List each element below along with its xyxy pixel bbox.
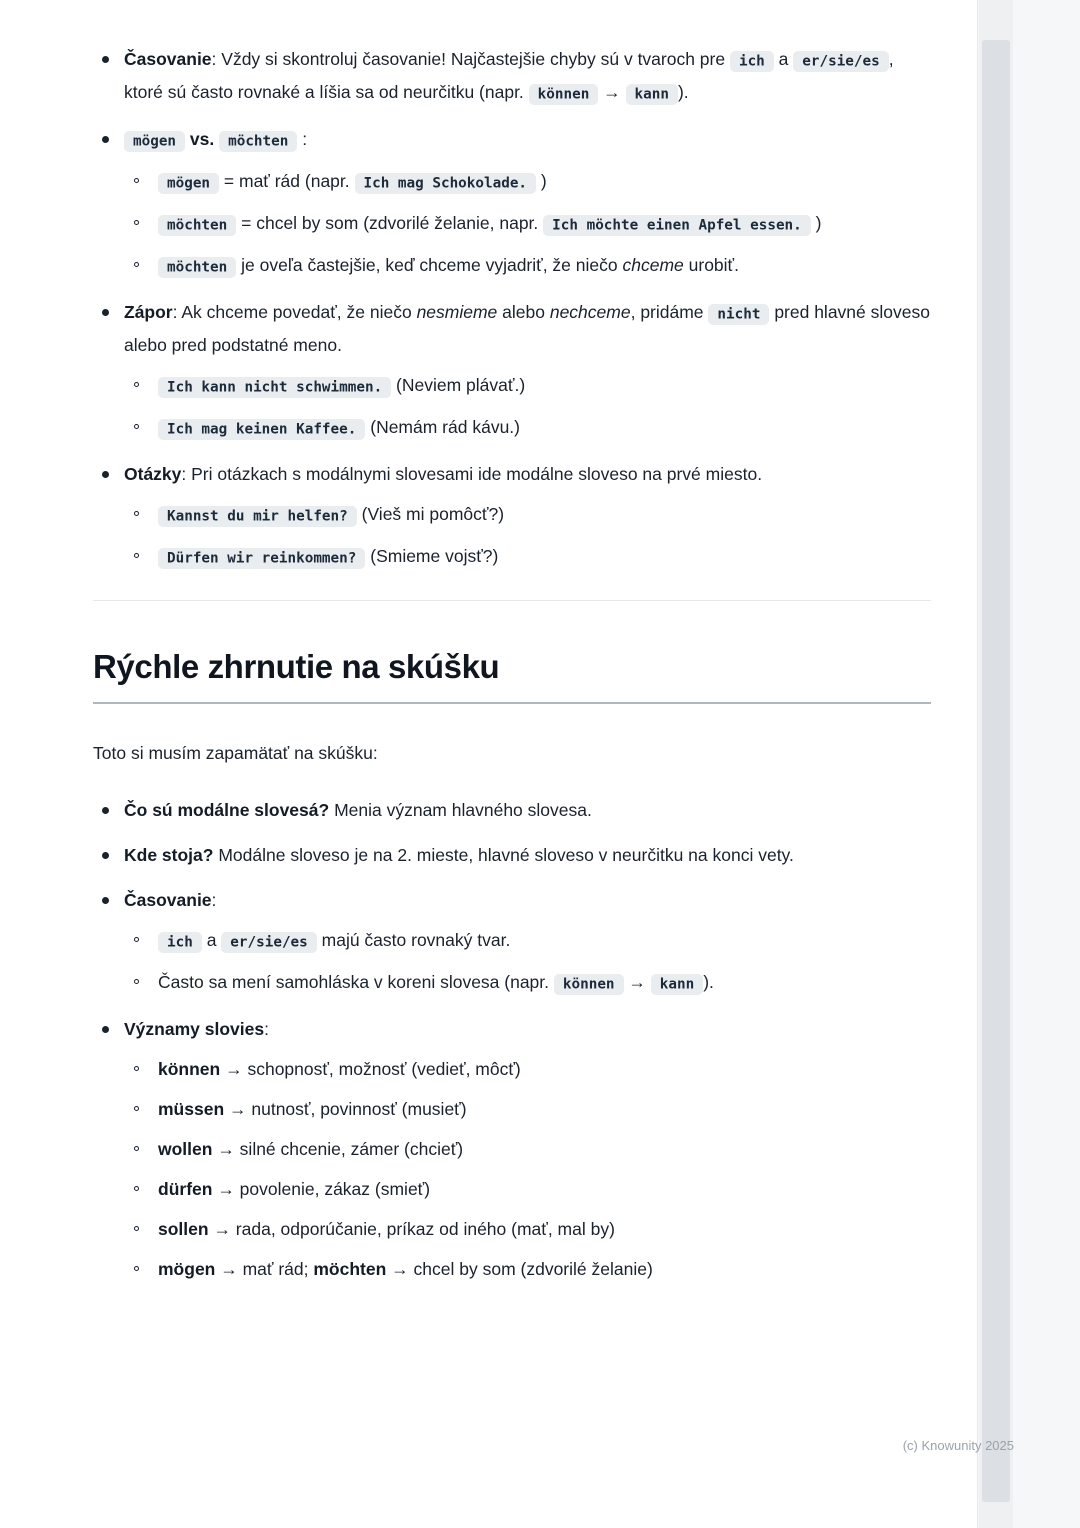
text-run: → chcel by som (zdvorilé želanie) bbox=[386, 1259, 653, 1279]
code-chip: Ich kann nicht schwimmen. bbox=[158, 377, 391, 398]
disc-bullet-icon bbox=[102, 897, 109, 904]
text-run: → rada, odporúčanie, príkaz od iného (mať, mal by) bbox=[208, 1219, 615, 1239]
circle-bullet-icon bbox=[134, 1146, 139, 1151]
sub-list bbox=[124, 370, 931, 445]
text-run: ). bbox=[677, 82, 689, 102]
text-run: ). bbox=[703, 972, 714, 992]
watermark: (c) Knowunity 2025 bbox=[902, 1438, 1014, 1453]
disc-bullet-icon bbox=[102, 807, 109, 814]
modal-verbs-list bbox=[93, 44, 931, 574]
text-run: (Vieš mi pomôcť?) bbox=[356, 504, 505, 524]
text-run: majú často rovnaký tvar. bbox=[316, 930, 511, 950]
bold-text: müssen bbox=[158, 1099, 225, 1119]
list-item bbox=[93, 44, 931, 110]
bold-text: Časovanie bbox=[124, 890, 212, 910]
circle-bullet-icon bbox=[134, 178, 139, 183]
list-item bbox=[124, 1174, 931, 1205]
code-chip: möchten bbox=[158, 215, 236, 236]
list-item-text bbox=[158, 213, 821, 233]
list-item-text bbox=[124, 302, 930, 355]
list-item-text bbox=[158, 504, 504, 524]
code-chip: er/sie/es bbox=[793, 51, 888, 72]
list-item-text bbox=[124, 800, 592, 820]
bold-text: können bbox=[158, 1059, 221, 1079]
code-chip: Ich mag Schokolade. bbox=[355, 173, 537, 194]
text-run: , ktoré sú často rovnaké a líšia sa od neurčitku (napr. bbox=[124, 49, 894, 102]
list-item bbox=[124, 166, 931, 199]
circle-bullet-icon bbox=[134, 1266, 139, 1271]
bold-text: Kde stoja? bbox=[124, 845, 214, 865]
italic-text: nesmieme bbox=[416, 302, 498, 322]
text-run: : bbox=[211, 890, 217, 910]
list-item-text bbox=[158, 972, 714, 992]
bold-text: möchten bbox=[313, 1259, 387, 1279]
summary-list bbox=[93, 795, 931, 1285]
code-chip: können bbox=[554, 974, 624, 995]
text-run: → bbox=[623, 972, 651, 992]
list-item bbox=[124, 925, 931, 958]
code-chip: ich bbox=[158, 932, 202, 953]
text-run: → nutnosť, povinnosť (musieť) bbox=[224, 1099, 467, 1119]
list-item bbox=[93, 795, 931, 826]
list-item bbox=[124, 208, 931, 241]
code-chip: er/sie/es bbox=[221, 932, 316, 953]
list-item bbox=[124, 370, 931, 403]
list-item-text bbox=[124, 464, 762, 484]
list-item bbox=[93, 459, 931, 574]
list-item bbox=[124, 1054, 931, 1085]
list-item bbox=[124, 1254, 931, 1285]
text-run: je oveľa častejšie, keď chceme vyjadriť, že niečo bbox=[236, 255, 623, 275]
circle-bullet-icon bbox=[134, 1106, 139, 1111]
list-item bbox=[124, 1094, 931, 1125]
text-run: : Vždy si skontroluj časovanie! Najčastejšie chyby sú v tvaroch pre bbox=[211, 49, 730, 69]
text-run: = chcel by som (zdvorilé želanie, napr. bbox=[236, 213, 544, 233]
list-item bbox=[93, 297, 931, 445]
code-chip: mögen bbox=[158, 173, 219, 194]
list-item-text bbox=[158, 255, 739, 275]
list-item-text bbox=[158, 1099, 467, 1119]
sub-list bbox=[124, 499, 931, 574]
bold-text: dürfen bbox=[158, 1179, 213, 1199]
circle-bullet-icon bbox=[134, 937, 139, 942]
text-run: alebo bbox=[497, 302, 550, 322]
code-chip: möchten bbox=[158, 257, 236, 278]
code-chip: möchten bbox=[219, 131, 297, 152]
list-item bbox=[124, 250, 931, 283]
text-run: : bbox=[264, 1019, 269, 1039]
sub-list bbox=[124, 1054, 931, 1285]
bold-text: sollen bbox=[158, 1219, 209, 1239]
text-run: → mať rád; bbox=[215, 1259, 314, 1279]
bold-text: mögen bbox=[158, 1259, 216, 1279]
text-run: : Pri otázkach s modálnymi slovesami ide modálne sloveso na prvé miesto. bbox=[181, 464, 763, 484]
list-item bbox=[124, 412, 931, 445]
list-item bbox=[124, 967, 931, 1000]
summary-heading: Rýchle zhrnutie na skúšku bbox=[93, 647, 931, 704]
disc-bullet-icon bbox=[102, 56, 109, 63]
bold-text: Zápor bbox=[124, 302, 173, 322]
summary-intro: Toto si musím zapamätať na skúšku: bbox=[93, 743, 378, 763]
circle-bullet-icon bbox=[134, 979, 139, 984]
sub-list bbox=[124, 925, 931, 1000]
text-run: Menia význam hlavného slovesa. bbox=[329, 800, 592, 820]
text-run: , pridáme bbox=[630, 302, 709, 322]
list-item-text bbox=[124, 890, 216, 910]
code-chip: mögen bbox=[124, 131, 185, 152]
list-item-text bbox=[158, 171, 547, 191]
disc-bullet-icon bbox=[102, 309, 109, 316]
list-item-text bbox=[158, 1259, 653, 1279]
list-item-text bbox=[158, 1219, 615, 1239]
text-run: Modálne sloveso je na 2. mieste, hlavné sloveso v neurčitku na konci vety. bbox=[213, 845, 794, 865]
list-item bbox=[93, 124, 931, 283]
bold-text: vs. bbox=[185, 129, 220, 149]
list-item-text bbox=[124, 1019, 269, 1039]
disc-bullet-icon bbox=[102, 136, 109, 143]
list-item bbox=[124, 499, 931, 532]
list-item-text bbox=[158, 546, 498, 566]
text-run: a bbox=[773, 49, 794, 69]
circle-bullet-icon bbox=[134, 1226, 139, 1231]
italic-text: chceme bbox=[622, 255, 684, 275]
circle-bullet-icon bbox=[134, 1186, 139, 1191]
list-item bbox=[93, 1014, 931, 1285]
list-item-text bbox=[158, 1179, 430, 1199]
circle-bullet-icon bbox=[134, 382, 139, 387]
list-item bbox=[93, 885, 931, 1000]
circle-bullet-icon bbox=[134, 424, 139, 429]
scrollbar-track[interactable] bbox=[979, 0, 1013, 1528]
text-run: → silné chcenie, zámer (chcieť) bbox=[212, 1139, 464, 1159]
circle-bullet-icon bbox=[134, 220, 139, 225]
text-run: (Nemám rád kávu.) bbox=[365, 417, 520, 437]
circle-bullet-icon bbox=[134, 553, 139, 558]
code-chip: Ich möchte einen Apfel essen. bbox=[543, 215, 811, 236]
code-chip: Kannst du mir helfen? bbox=[158, 506, 357, 527]
list-item-text bbox=[158, 417, 520, 437]
scrollbar-thumb[interactable] bbox=[982, 40, 1010, 1502]
code-chip: können bbox=[529, 84, 599, 105]
text-run: pred hlavné sloveso alebo pred podstatné meno. bbox=[124, 302, 930, 355]
circle-bullet-icon bbox=[134, 262, 139, 267]
text-run: ) bbox=[810, 213, 822, 233]
bold-text: Významy slovies bbox=[124, 1019, 265, 1039]
text-run: = mať rád (napr. bbox=[219, 171, 355, 191]
list-item-text bbox=[158, 1139, 463, 1159]
disc-bullet-icon bbox=[102, 471, 109, 478]
sub-list bbox=[124, 166, 931, 283]
code-chip: kann bbox=[651, 974, 703, 995]
text-run: Často sa mení samohláska v koreni slovesa (napr. bbox=[158, 972, 554, 992]
right-gutter bbox=[977, 0, 1080, 1528]
list-item-text bbox=[158, 375, 525, 395]
text-run: → bbox=[598, 82, 626, 102]
text-run: (Neviem plávať.) bbox=[391, 375, 526, 395]
list-item-text bbox=[124, 49, 894, 102]
circle-bullet-icon bbox=[134, 511, 139, 516]
list-item-text bbox=[158, 930, 510, 950]
disc-bullet-icon bbox=[102, 1026, 109, 1033]
list-item-text bbox=[158, 1059, 521, 1079]
circle-bullet-icon bbox=[134, 1066, 139, 1071]
list-item bbox=[124, 541, 931, 574]
notes-content bbox=[93, 44, 931, 1299]
code-chip: kann bbox=[626, 84, 678, 105]
text-run: a bbox=[201, 930, 222, 950]
disc-bullet-icon bbox=[102, 852, 109, 859]
section-divider bbox=[93, 600, 931, 601]
list-item bbox=[93, 840, 931, 871]
code-chip: Ich mag keinen Kaffee. bbox=[158, 419, 365, 440]
bold-text: wollen bbox=[158, 1139, 213, 1159]
bold-text: Časovanie bbox=[124, 49, 212, 69]
list-item-text bbox=[124, 845, 794, 865]
list-item bbox=[124, 1214, 931, 1245]
text-run: urobiť. bbox=[683, 255, 739, 275]
italic-text: nechceme bbox=[549, 302, 631, 322]
text-run: : bbox=[297, 129, 308, 149]
code-chip: Dürfen wir reinkommen? bbox=[158, 548, 365, 569]
text-run: : Ak chceme povedať, že niečo bbox=[172, 302, 417, 322]
text-run: (Smieme vojsť?) bbox=[365, 546, 499, 566]
bold-text: Čo sú modálne slovesá? bbox=[124, 800, 330, 820]
bold-text: Otázky bbox=[124, 464, 182, 484]
code-chip: nicht bbox=[708, 304, 769, 325]
text-run: ) bbox=[536, 171, 547, 191]
text-run: → schopnosť, možnosť (vedieť, môcť) bbox=[220, 1059, 521, 1079]
code-chip: ich bbox=[730, 51, 774, 72]
list-item bbox=[124, 1134, 931, 1165]
text-run: → povolenie, zákaz (smieť) bbox=[212, 1179, 431, 1199]
list-item-text bbox=[124, 129, 307, 149]
